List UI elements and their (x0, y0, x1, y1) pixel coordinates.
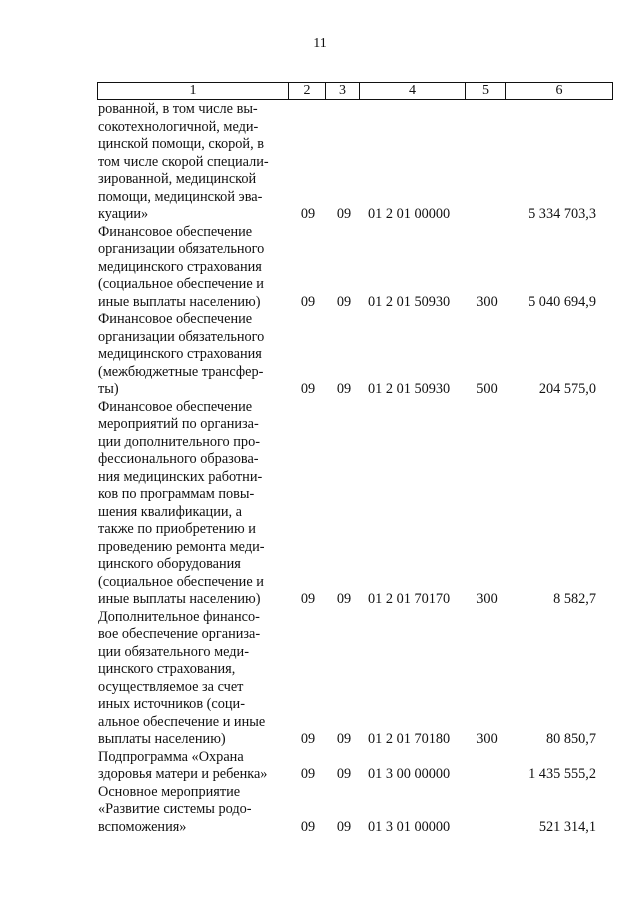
amount: 1 435 555,2 (528, 766, 596, 782)
subsection-code: 09 (336, 818, 352, 835)
section-code: 09 (300, 731, 316, 747)
expense-type-code: 300 (476, 591, 498, 607)
subsection-code: 09 (336, 591, 352, 607)
expense-type-code: 300 (476, 731, 498, 747)
amount: 8 582,7 (553, 591, 596, 607)
subsection-code: 09 (336, 731, 352, 747)
section-code: 09 (300, 206, 316, 222)
subsection-code: 09 (336, 206, 352, 222)
expense-type-code: 500 (476, 381, 498, 397)
table-row (0, 311, 640, 399)
subsection-code: 09 (336, 293, 352, 310)
table-row (0, 224, 640, 312)
section-code: 09 (300, 818, 316, 835)
table-row (0, 749, 640, 784)
target-article-code: 01 2 01 50930 (368, 381, 451, 397)
table-row (0, 101, 640, 224)
column-header-5: 5 (466, 83, 506, 99)
subsection-code: 09 (336, 381, 352, 397)
row-description: Финансовое обеспечение организации обязательного медицинского страхования (социальное обеспечение и иные выплаты населению) (98, 223, 265, 310)
column-header-2: 2 (289, 83, 326, 99)
page-number: 11 (313, 36, 327, 51)
column-header-3: 3 (326, 83, 360, 99)
row-description: Подпрограмма «Охрана здоровья матери и ребенка» (98, 748, 268, 782)
target-article-code: 01 3 00 00000 (368, 766, 451, 782)
section-code: 09 (300, 381, 316, 397)
column-header-1: 1 (98, 83, 289, 99)
amount: 5 334 703,3 (528, 206, 596, 222)
amount: 5 040 694,9 (528, 293, 596, 310)
row-description: Финансовое обеспечение организации обязательного медицинского страхования (межбюджетные трансфер- ты) (98, 311, 265, 397)
row-description: Финансовое обеспечение мероприятий по организа- ции дополнительного про- фессионального образова- ния медицинских работни- ков по программам повы- шения квалификации, а также по приобретению и проведению ремонта меди- цинского оборудования (социальное обеспечение и иные выплаты населению) (98, 398, 265, 607)
section-code: 09 (300, 293, 316, 310)
table-row (0, 399, 640, 609)
column-header-6: 6 (555, 83, 563, 98)
target-article-code: 01 2 01 70180 (368, 731, 451, 747)
amount: 80 850,7 (545, 731, 596, 747)
target-article-code: 01 3 01 00000 (368, 818, 451, 835)
subsection-code: 09 (336, 766, 352, 782)
table-body (0, 101, 640, 836)
section-code: 09 (300, 591, 316, 607)
row-description: Основное мероприятие «Развитие системы родо- вспоможения» (98, 783, 252, 835)
row-description: Дополнительное финансо- вое обеспечение организа- ции обязательного меди- цинского страхования, осуществляемое за счет иных источников (соци- альное обеспечение и иные выплаты населению) (98, 608, 266, 747)
column-header-4: 4 (360, 83, 466, 99)
amount: 204 575,0 (538, 381, 596, 397)
target-article-code: 01 2 01 50930 (368, 293, 451, 310)
section-code: 09 (300, 766, 316, 782)
table-row (0, 784, 640, 837)
table-row (0, 609, 640, 749)
expense-type-code: 300 (476, 293, 498, 310)
row-description: рованной, в том числе вы- сокотехнологичной, меди- цинской помощи, скорой, в том числе скорой специали- зированной, медицинской помощи, медицинской эва- куации» (98, 101, 269, 222)
target-article-code: 01 2 01 00000 (368, 206, 451, 222)
target-article-code: 01 2 01 70170 (368, 591, 451, 607)
table-header (97, 82, 613, 100)
amount: 521 314,1 (538, 818, 596, 835)
